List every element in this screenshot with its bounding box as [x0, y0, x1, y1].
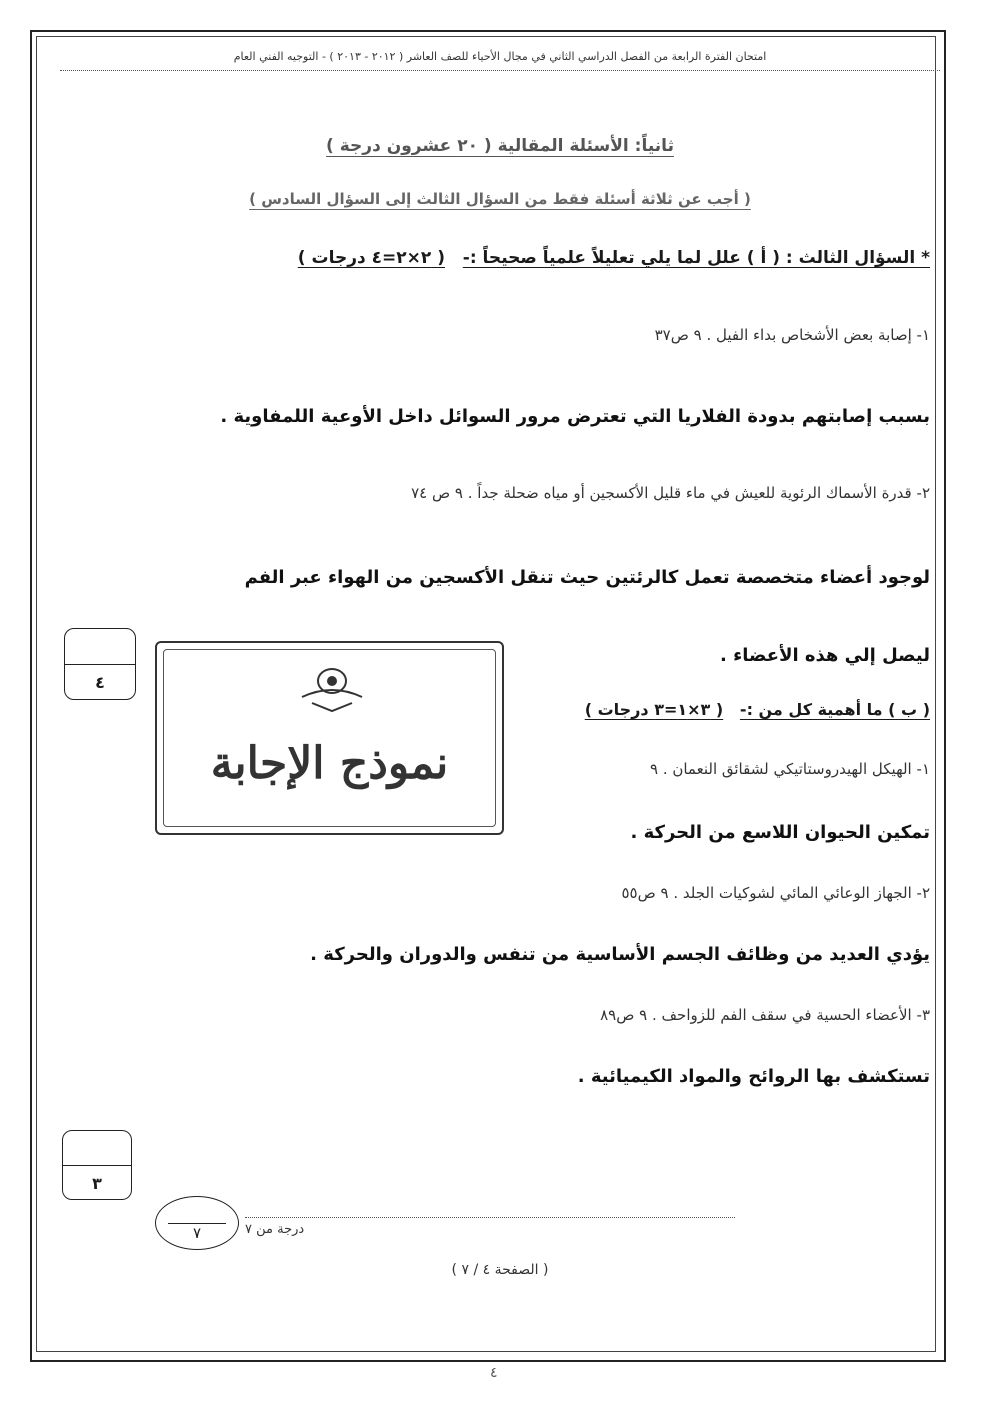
b-item-2-num: ٢-: [916, 884, 930, 902]
b-item-3-text: الأعضاء الحسية في سقف الفم للزواحف . ٩ ص٨٩: [600, 1006, 912, 1024]
score-box-b: [62, 1130, 132, 1200]
part-b-heading-text: ( ب ) ما أهمية كل من :-: [739, 700, 930, 719]
a-item-2-text: قدرة الأسماك الرئوية للعيش في ماء قليل الأكسجين أو مياه ضحلة جداً . ٩ ص ٧٤: [411, 484, 912, 502]
grade-circle: [155, 1196, 239, 1250]
b-item-1-answer: تمكين الحيوان اللاسع من الحركة .: [630, 822, 930, 843]
a-item-2-answer-cont: ليصل إلي هذه الأعضاء .: [719, 645, 930, 666]
question-3-heading: [130, 248, 930, 268]
score-box-a-value: ٤: [95, 673, 105, 692]
score-box-a: [64, 628, 136, 700]
header-divider: [60, 70, 940, 71]
score-box-a-blank: [65, 629, 135, 665]
answer-key-stamp: [155, 641, 504, 835]
section-title: ثانياً: الأسئلة المقالية ( ٢٠ عشرون درجة ): [326, 136, 674, 156]
a-item-1-answer: بسبب إصابتهم بدودة الفلاريا التي تعترض مرور السوائل داخل الأوعية اللمفاوية .: [220, 406, 930, 427]
emblem-icon: [292, 663, 372, 713]
question-3-heading-marks: ( ٢×٢=٤ درجات ): [297, 248, 446, 268]
corner-page-mark: ٤: [490, 1365, 498, 1381]
a-item-2-num: ٢-: [916, 484, 930, 502]
score-box-b-value: ٣: [92, 1173, 102, 1193]
section-subtitle: ( أجب عن ثلاثة أسئلة فقط من السؤال الثالث إلى السؤال السادس ): [249, 190, 751, 208]
bottom-divider: [245, 1217, 735, 1218]
grade-label: درجة من ٧: [245, 1222, 305, 1237]
exam-header: امتحان الفترة الرابعة من الفصل الدراسي الثاني في مجال الأحياء للصف العاشر ( ٢٠١٢ - ٢٠١٣ ) - التوجيه الفني العام: [233, 50, 767, 63]
b-item-2-text: الجهاز الوعائي المائي لشوكيات الجلد . ٩ ص٥٥: [621, 884, 912, 902]
a-item-2-answer: لوجود أعضاء متخصصة تعمل كالرئتين حيث تنقل الأكسجين من الهواء عبر الفم: [244, 567, 930, 588]
b-item-3-num: ٣-: [916, 1006, 930, 1024]
b-item-1: [510, 760, 930, 778]
a-item-1-num: ١-: [916, 326, 930, 344]
b-item-3: [130, 1006, 930, 1024]
b-item-1-num: ١-: [916, 760, 930, 778]
b-item-2: [130, 884, 930, 902]
part-b-heading-marks: ( ٣×١=٣ درجات ): [584, 700, 724, 719]
a-item-1-text: إصابة بعض الأشخاص بداء الفيل . ٩ ص٣٧: [654, 326, 912, 344]
a-item-1: [130, 326, 930, 344]
b-item-1-text: الهيكل الهيدروستاتيكي لشقائق النعمان . ٩: [649, 760, 912, 778]
b-item-2-answer: يؤدي العديد من وظائف الجسم الأساسية من تنفس والدوران والحركة .: [310, 944, 930, 965]
page-number: ( الصفحة ٤ / ٧ ): [451, 1262, 549, 1278]
question-3-heading-text: * السؤال الثالث : ( أ ) علل لما يلي تعليلاً علمياً صحيحاً :-: [462, 248, 930, 268]
part-b-heading: [510, 700, 930, 719]
grade-circle-value: ٧: [192, 1224, 202, 1242]
a-item-2: [130, 484, 930, 502]
b-item-3-answer: تستكشف بها الروائح والمواد الكيميائية .: [577, 1066, 930, 1087]
score-box-b-blank: [63, 1131, 131, 1166]
stamp-text: نموذج الإجابة: [210, 738, 449, 789]
